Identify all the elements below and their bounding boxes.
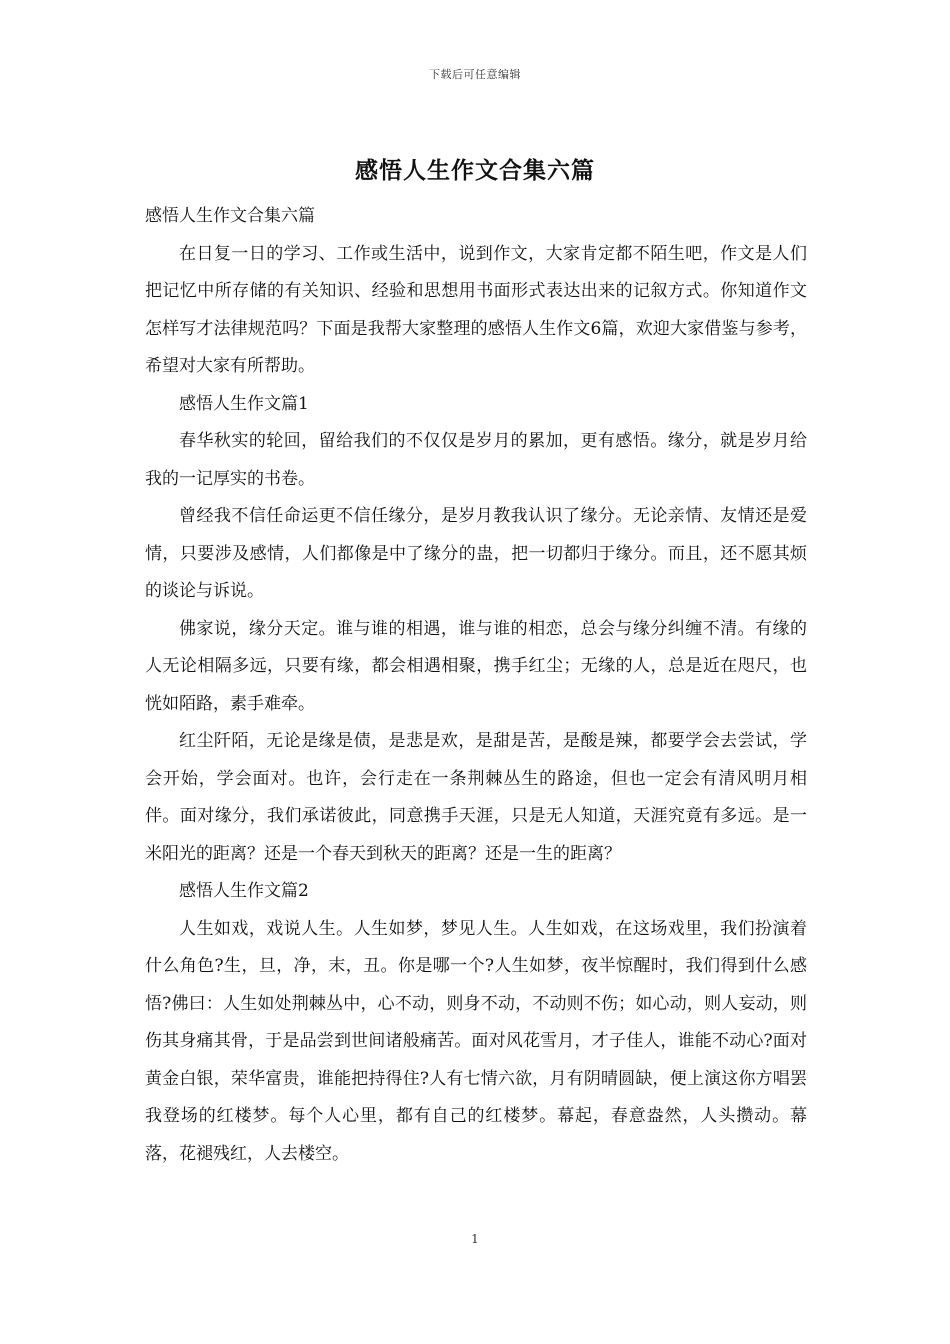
- page-header-note: 下载后可任意编辑: [429, 68, 521, 81]
- section-1-heading: 感悟人生作文篇1: [179, 393, 309, 414]
- section-1-paragraph: 曾经我不信任命运更不信任缘分，是岁月教我认识了缘分。无论亲情、友情还是爱情，只要涉及感情，人们都像是中了缘分的蛊，把一切都归于缘分。而且，还不愿其烦的谈论与诉说。: [145, 506, 807, 601]
- section-1-paragraph: 佛家说，缘分天定。谁与谁的相遇，谁与谁的相恋，总会与缘分纠缠不清。有缘的人无论相隔多远，只要有缘，都会相遇相聚，携手红尘；无缘的人，总是近在咫尺，也恍如陌路，素手难牵。: [145, 618, 807, 714]
- section-2-paragraph: 人生如戏，戏说人生。人生如梦，梦见人生。人生如戏，在这场戏里，我们扮演着什么角色?生，旦，净，末，丑。你是哪一个?人生如梦，夜半惊醒时，我们得到什么感悟?佛曰：人生如处荆棘丛中，心不动，则身不动，不动则不伤；如心动，则人妄动，则伤其身痛其骨，于是品尝到世间诸般痛苦。面对风花雪月，才子佳人，谁能不动心?面对黄金白银，荣华富贵，谁能把持得住?人有七情六欲，月有阴晴圆缺，便上演这你方唱罢我登场的红楼梦。每个人心里，都有自己的红楼梦。幕起，春意盎然，人头攒动。幕落，花褪残红，人去楼空。: [145, 918, 807, 1164]
- document-title: 感悟人生作文合集六篇: [355, 157, 595, 184]
- section-1-paragraph: 春华秋实的轮回，留给我们的不仅仅是岁月的累加，更有感悟。缘分，就是岁月给我的一记厚实的书卷。: [145, 431, 807, 489]
- intro-paragraph: 在日复一日的学习、工作或生活中，说到作文，大家肯定都不陌生吧，作文是人们把记忆中所存储的有关知识、经验和思想用书面形式表达出来的记叙方式。你知道作文怎样写才法律规范吗？下面是我帮大家整理的感悟人生作文6篇，欢迎大家借鉴与参考，希望对大家有所帮助。: [145, 243, 807, 376]
- page-number: 1: [471, 1232, 479, 1246]
- section-2-heading: 感悟人生作文篇2: [179, 881, 309, 901]
- document-body: [145, 198, 807, 1173]
- document-subtitle: 感悟人生作文合集六篇: [145, 206, 315, 226]
- section-1-paragraph: 红尘阡陌，无论是缘是债，是悲是欢，是甜是苦，是酸是辣，都要学会去尝试，学会开始，学会面对。也许，会行走在一条荆棘丛生的路途，但也一定会有清风明月相伴。面对缘分，我们承诺彼此，同意携手天涯，只是无人知道，天涯究竟有多远。是一米阳光的距离？还是一个春天到秋天的距离？还是一生的距离？: [145, 731, 807, 864]
